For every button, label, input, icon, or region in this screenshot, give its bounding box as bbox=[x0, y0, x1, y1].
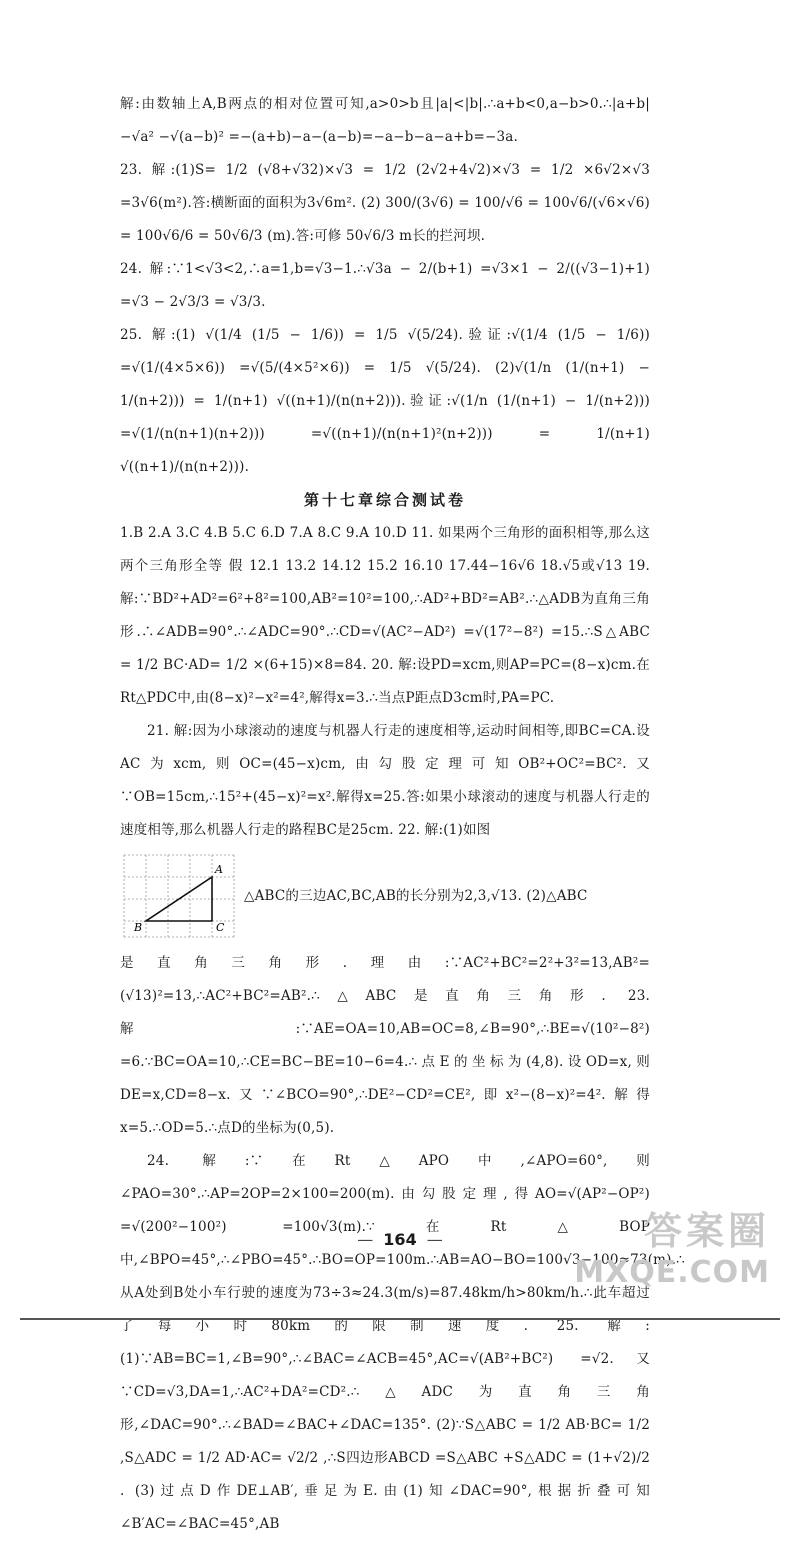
vertex-label-c: C bbox=[216, 921, 225, 934]
figure-caption-text: △ABC的三边AC,BC,AB的长分别为2,3,√13. (2)△ABC bbox=[244, 888, 588, 904]
watermark-url: MXQE.COM bbox=[574, 1255, 770, 1290]
page-number: — 164 — bbox=[357, 1230, 443, 1249]
answers-block: 1.B 2.A 3.C 4.B 5.C 6.D 7.A 8.C 9.A 10.D 11. 如果两个三角形的面积相等,那么这两个三角形全等 假 12.1 13.2 14.12 15.2 16.10 17.44−16√6 18.√5或√13 19. 解:∵BD²+AD²=6²+8²=100,AB²=10²=100,∴AD²+BD²=AB².∴△ADB为直角三角形.∴∠ADB=90°.∴∠ADC=90°.∴CD=√(AC²−AD²) =√(17²−8²) =15.∴S△ABC = 1/2 BC·AD= 1/2 ×(6+15)×8=84. 20. 解:设PD=xcm,则AP=PC=(8−x)cm.在Rt△PDC中,由(8−x)²−x²=4²,解得x=3.∴当点P距点D3cm时,PA=PC. bbox=[120, 525, 650, 706]
paragraph-22-continued: 是直角三角形.理由:∵AC²+BC²=2²+3²=13,AB²=(√13)²=13,∴AC²+BC²=AB².∴△ABC是直角三角形. 23. 解:∵AE=OA=10,AB=OC=8,∠B=90°,∴BE=√(10²−8²) =6.∵BC=OA=10,∴CE=BC−BE=10−6=4.∴点E的坐标为(4,8).设OD=x,则DE=x,CD=8−x.又∵∠BCO=90°,∴DE²−CD²=CE²,即x²−(8−x)²=4².解得x=5.∴OD=5.∴点D的坐标为(0,5). bbox=[120, 955, 650, 1136]
paragraph-23: 23. 解:(1)S= 1/2 (√8+√32)×√3 = 1/2 (2√2+4√2)×√3 = 1/2 ×6√2×√3 =3√6(m²).答:横断面的面积为3√6m². (2) 300/(3√6) = 100/√6 = 100√6/(√6×√6) = 100√6/6 = 50√6/3 (m).答:可修 50√6/3 m长的拦河坝. bbox=[120, 162, 650, 244]
bottom-rule bbox=[20, 1318, 780, 1320]
paragraph-21: 21. 解:因为小球滚动的速度与机器人行走的速度相等,运动时间相等,即BC=CA.设AC为xcm,则OC=(45−x)cm,由勾股定理可知OB²+OC²=BC².又∵OB=15cm,∴15²+(45−x)²=x².解得x=25.答:如果小球滚动的速度与机器人行走的速度相等,那么机器人行走的路程BC是25cm. 22. 解:(1)如图 bbox=[120, 723, 650, 838]
watermark-title: 答案圈 bbox=[643, 1209, 770, 1253]
paragraph-25: 25. 解:(1) √(1/4 (1/5 − 1/6)) = 1/5 √(5/24).验证:√(1/4 (1/5 − 1/6)) =√(1/(4×5×6)) =√(5/(4×5²×6)) = 1/5 √(5/24). (2)√(1/n (1/(n+1) − 1/(n+2))) = 1/(n+1) √((n+1)/(n(n+2))).验证:√(1/n (1/(n+1) − 1/(n+2))) =√(1/(n(n+1)(n+2))) =√((n+1)/(n(n+1)²(n+2))) = 1/(n+1) √((n+1)/(n(n+2))). bbox=[120, 327, 650, 475]
figure-row bbox=[120, 851, 650, 941]
triangle-grid-figure bbox=[120, 851, 238, 941]
chapter-title: 第十七章综合测试卷 bbox=[303, 491, 466, 509]
vertex-label-b: B bbox=[134, 921, 143, 934]
watermark bbox=[574, 1200, 770, 1290]
paragraph-24: 24. 解:∵1<√3<2,∴a=1,b=√3−1.∴√3a − 2/(b+1) =√3×1 − 2/((√3−1)+1) =√3 − 2√3/3 = √3/3. bbox=[120, 261, 650, 310]
paragraph-22: 解:由数轴上A,B两点的相对位置可知,a>0>b且|a|<|b|.∴a+b<0,a−b>0.∴|a+b|−√a² −√(a−b)² =−(a+b)−a−(a−b)=−a−b−a−a+b=−3a. bbox=[120, 96, 650, 145]
vertex-label-a: A bbox=[215, 863, 224, 876]
paragraph-24-test: 24. 解:∵在Rt△APO中,∠APO=60°,则∠PAO=30°.∴AP=2OP=2×100=200(m).由勾股定理,得AO=√(AP²−OP²) =√(200²−100²) =100√3(m).∵在Rt△BOP中,∠BPO=45°,∴∠PBO=45°.∴BO=OP=100m.∴AB=AO−BO=100√3−100≈73(m).∴从A处到B处小车行驶的速度为73÷3≈24.3(m/s)=87.48km/h>80km/h.∴此车超过了每小时80km的限制速度. 25. 解:(1)∵AB=BC=1,∠B=90°,∴∠BAC=∠ACB=45°,AC=√(AB²+BC²) =√2.又∵CD=√3,DA=1,∴AC²+DA²=CD².∴△ADC为直角三角形,∠DAC=90°.∴∠BAD=∠BAC+∠DAC=135°. (2)∵S△ABC = 1/2 AB·BC= 1/2 ,S△ADC = 1/2 AD·AC= √2/2 ,∴S四边形ABCD =S△ABC +S△ADC = (1+√2)/2 . (3)过点D作DE⊥AB′,垂足为E.由(1)知∠DAC=90°,根据折叠可知∠B′AC=∠BAC=45°,AB bbox=[120, 1153, 685, 1532]
